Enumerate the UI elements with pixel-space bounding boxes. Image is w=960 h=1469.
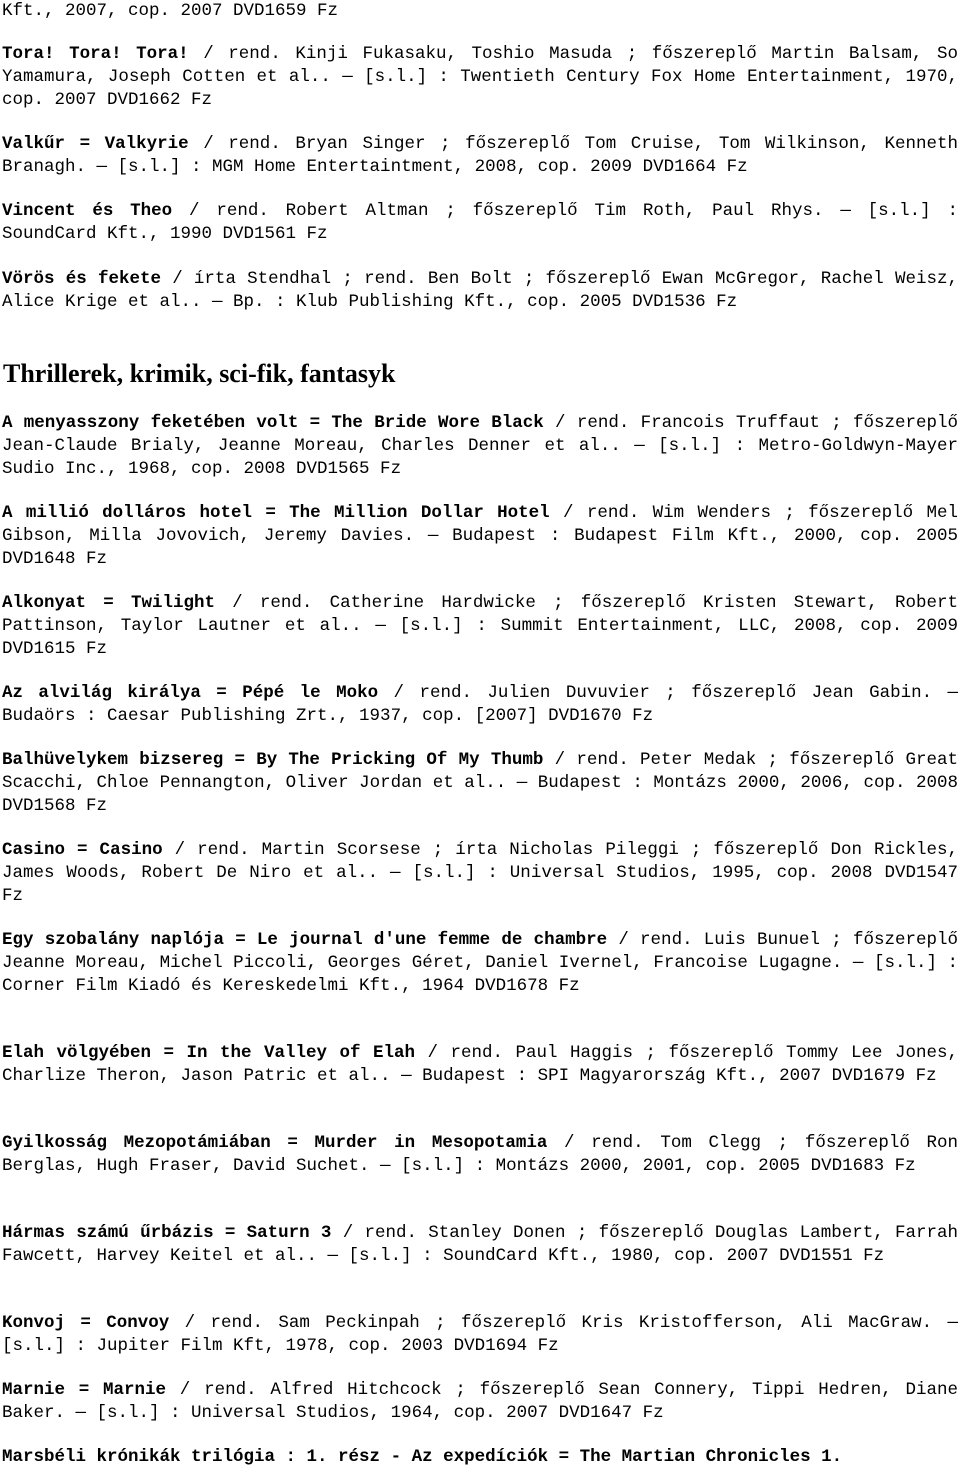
catalog-entry — [2, 592, 958, 660]
catalog-entry — [2, 929, 958, 997]
entry-title: Marnie = Marnie — [2, 1380, 167, 1400]
catalog-entry — [2, 268, 958, 314]
catalog-entry — [2, 1379, 958, 1425]
catalog-entry — [2, 133, 958, 179]
catalog-entry — [2, 502, 958, 570]
entry-title: Egy szobalány naplója = Le journal d'une femme de chambre — [2, 930, 608, 950]
catalog-entry — [2, 839, 958, 907]
entry-title: Valkűr = Valkyrie — [2, 134, 189, 154]
entry-title: Balhüvelykem bizsereg = By The Pricking Of My Thumb — [2, 750, 544, 770]
entry-title: Casino = Casino — [2, 840, 163, 860]
entry-details: / rend. Luis Bunuel ; főszereplő Jeanne Moreau, Michel Piccoli, Georges Géret, Daniel Ivernel, Francoise Lugagne. — [s.l.] : Corner Film Kiadó és Kereskedelmi Kft., 1964 DVD1678 Fz — [2, 930, 958, 996]
entry-details: / rend. Paul Haggis ; főszereplő Tommy Lee Jones, Charlize Theron, Jason Patric et al.. — Budapest : SPI Magyarország Kft., 2007 DVD1679 Fz — [2, 1043, 958, 1086]
entry-title: Az alvilág királya = Pépé le Moko — [2, 683, 379, 703]
catalog-entry — [2, 1446, 958, 1469]
catalog-entry — [2, 1042, 958, 1088]
entry-details: / rend. Catherine Hardwicke ; főszereplő Kristen Stewart, Robert Pattinson, Taylor Lautner et al.. — [s.l.] : Summit Entertainment, LLC, 2008, cop. 2009 DVD1615 Fz — [2, 593, 958, 659]
entry-details: / rend. Stanley Donen ; főszereplő Douglas Lambert, Farrah Fawcett, Harvey Keitel et al.. — [s.l.] : SoundCard Kft., 1980, cop. 2007 DVD1551 Fz — [2, 1223, 958, 1266]
catalog-entry — [2, 43, 958, 111]
entry-title: Hármas számú űrbázis = Saturn 3 — [2, 1223, 332, 1243]
entry-title: Gyilkosság Mezopotámiában = Murder in Mesopotamia — [2, 1133, 548, 1153]
entry-details: / rend. Robert Altman ; főszereplő Tim Roth, Paul Rhys. — [s.l.] : SoundCard Kft., 1990 DVD1561 Fz — [2, 201, 958, 244]
entry-details: / írta Stendhal ; rend. Ben Bolt ; főszereplő Ewan McGregor, Rachel Weisz, Alice Krige et al.. — Bp. : Klub Publishing Kft., cop. 2005 DVD1536 Fz — [2, 269, 958, 312]
entry-title: Tora! Tora! Tora! — [2, 44, 189, 64]
catalog-entry — [2, 1222, 958, 1268]
entry-title: Vincent és Theo — [2, 201, 173, 221]
entry-title: A millió dolláros hotel = The Million Dollar Hotel — [2, 503, 550, 523]
entry-title: Vörös és fekete — [2, 269, 161, 289]
entry-title: Alkonyat = Twilight — [2, 593, 215, 613]
entry-title: Elah völgyében = In the Valley of Elah — [2, 1043, 415, 1063]
entry-details: / rend. Kinji Fukasaku, Toshio Masuda ; főszereplő Martin Balsam, So Yamamura, Joseph Cotten et al.. — [s.l.] : Twentieth Century Fox Home Entertainment, 1970, cop. 2007 DVD1662 Fz — [2, 44, 959, 110]
entry-details: / rend. Tom Clegg ; főszereplő Ron Berglas, Hugh Fraser, David Suchet. — [s.l.] : Montázs 2000, 2001, cop. 2005 DVD1683 Fz — [2, 1133, 958, 1176]
entry-details: / rend. Peter Medak ; főszereplő Great Scacchi, Chloe Pennangton, Oliver Jordan et al.. — Budapest : Montázs 2000, 2006, cop. 2008 DVD1568 Fz — [2, 750, 958, 816]
entry-details: / rend. Bryan Singer ; főszereplő Tom Cruise, Tom Wilkinson, Kenneth Branagh. — [s.l.] : MGM Home Entertaintment, 2008, cop. 2009 DVD1664 Fz — [2, 134, 959, 177]
catalog-entry — [2, 749, 958, 817]
catalog-entry — [2, 412, 958, 480]
entry-title: A menyasszony feketében volt = The Bride Wore Black — [2, 413, 544, 433]
section-heading: Thrillerek, krimik, sci-fik, fantasyk — [3, 359, 396, 388]
entry-details: / rend. Martin Scorsese ; írta Nicholas Pileggi ; főszereplő Don Rickles, James Woods, Robert De Niro et al.. — [s.l.] : Universal Studios, 1995, cop. 2008 DVD1547 Fz — [2, 840, 958, 906]
entry-details: / rend. Sam Peckinpah ; főszereplő Kris Kristofferson, Ali MacGraw. — [s.l.] : Jupiter Film Kft, 1978, cop. 2003 DVD1694 Fz — [2, 1313, 958, 1356]
catalog-entry — [2, 200, 958, 246]
catalog-entry — [2, 682, 958, 728]
catalog-entry — [2, 1132, 958, 1178]
entry-title: Konvoj = Convoy — [2, 1313, 170, 1333]
entry-details: / rend. Wim Wenders ; főszereplő Mel Gibson, Milla Jovovich, Jeremy Davies. — Budapest : Budapest Film Kft., 2000, cop. 2005 DVD1648 Fz — [2, 503, 958, 569]
catalog-entry-fragment: Kft., 2007, cop. 2007 DVD1659 Fz — [2, 1, 339, 21]
entry-details: / rend. Francois Truffaut ; főszereplő Jean-Claude Brialy, Jeanne Moreau, Charles Denner et al.. — [s.l.] : Metro-Goldwyn-Mayer Sudio Inc., 1968, cop. 2008 DVD1565 Fz — [2, 413, 958, 479]
entry-details: / rend. Julien Duvuvier ; főszereplő Jean Gabin. — Budaörs : Caesar Publishing Zrt., 1937, cop. [2007] DVD1670 Fz — [2, 683, 959, 726]
entry-title: Marsbéli krónikák trilógia : 1. rész - Az expedíciók = The Martian Chronicles 1. — [2, 1447, 843, 1467]
entry-details: / rend. Alfred Hitchcock ; főszereplő Sean Connery, Tippi Hedren, Diane Baker. — [s.l.] : Universal Studios, 1964, cop. 2007 DVD1647 Fz — [2, 1380, 958, 1423]
catalog-entry — [2, 1312, 958, 1358]
